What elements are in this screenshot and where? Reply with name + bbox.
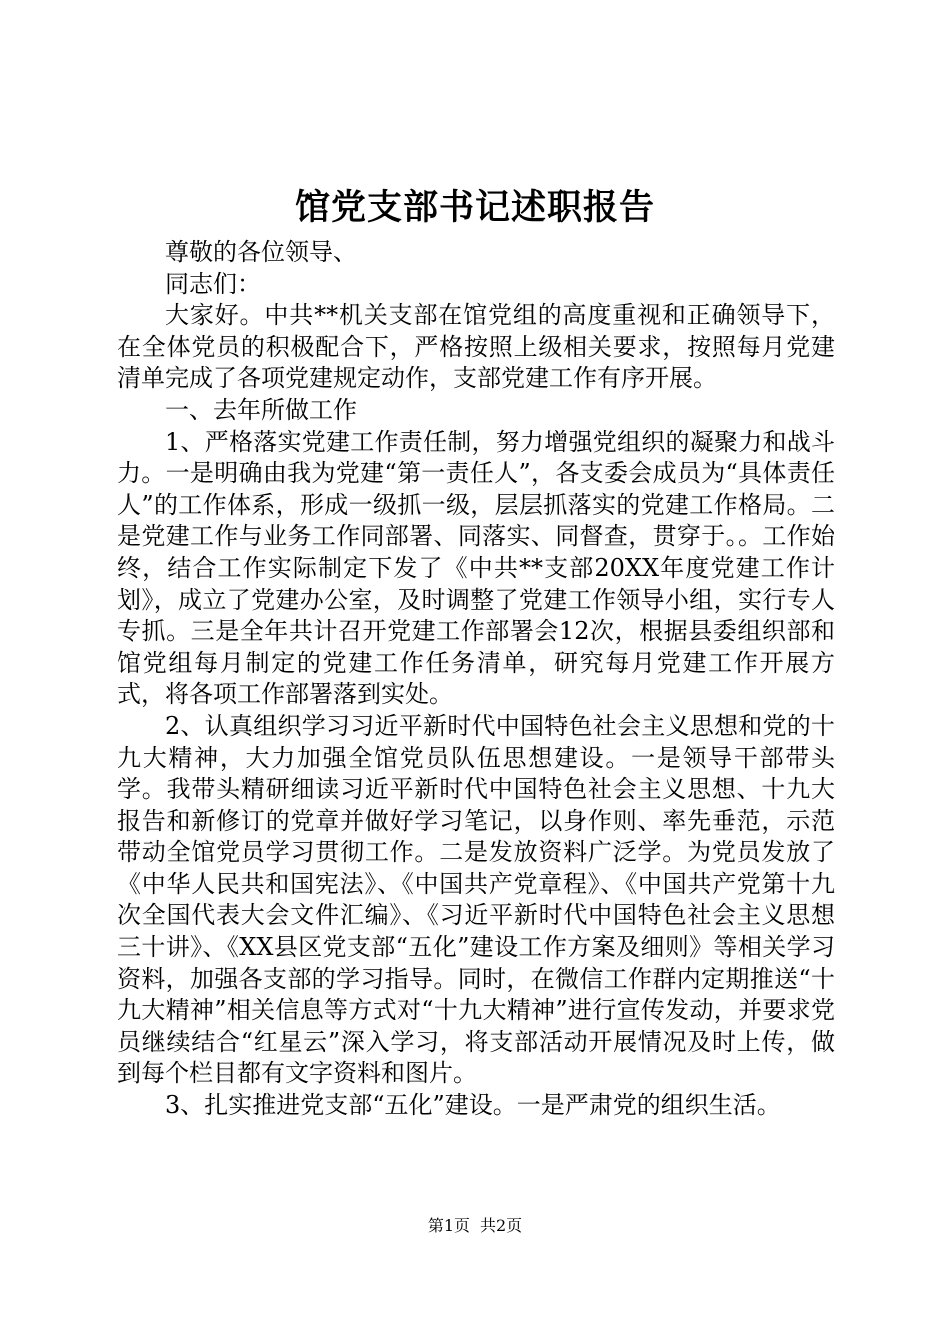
body-paragraph: 3、扎实推进党支部“五化”建设。一是严肃党的组织生活。: [165, 1091, 781, 1120]
document-title: 馆党支部书记述职报告: [294, 187, 655, 228]
body-paragraph: 1、严格落实党建工作责任制，努力增强党组织的凝聚力和战斗力。一是明确由我为党建“第一责任人”，各支委会成员为“具体责任人”的工作体系，形成一级抓一级，层层抓落实的党建工作格局。二是党建工作与业务工作同部署、同落实、同督查，贯穿于。。工作始终，结合工作实际制定下发了《中共**支部20XX年度党建工作计划》，成立了党建办公室，及时调整了党建工作领导小组，实行专人专抓。三是全年共计召开党建工作部署会12次，根据县委组织部和馆党组每月制定的党建工作任务清单，研究每月党建工作开展方式，将各项工作部署落到实处。: [117, 427, 835, 709]
page-number-total: 共2页: [480, 1216, 523, 1235]
document-body: [117, 237, 835, 1122]
salutation-line-2: 同志们：: [165, 269, 261, 298]
intro-paragraph: 大家好。中共**机关支部在馆党组的高度重视和正确领导下，在全体党员的积极配合下，严格按照上级相关要求，按照每月党建清单完成了各项党建规定动作，支部党建工作有序开展。: [117, 301, 835, 393]
section-heading: 一、去年所做工作: [165, 395, 357, 424]
page-footer: [0, 1216, 950, 1236]
page-number-current: 第1页: [427, 1216, 470, 1235]
body-paragraph: 2、认真组织学习习近平新时代中国特色社会主义思想和党的十九大精神，大力加强全馆党员队伍思想建设。一是领导干部带头学。我带头精研细读习近平新时代中国特色社会主义思想、十九大报告和新修订的党章并做好学习笔记，以身作则、率先垂范，示范带动全馆党员学习贯彻工作。二是发放资料广泛学。为党员发放了《中华人民共和国宪法》、《中国共产党章程》、《中国共产党第十九次全国代表大会文件汇编》、《习近平新时代中国特色社会主义思想三十讲》、《XX县区党支部“五化”建设工作方案及细则》等相关学习资料，加强各支部的学习指导。同时，在微信工作群内定期推送“十九大精神”相关信息等方式对“十九大精神”进行宣传发动，并要求党员继续结合“红星云”深入学习，将支部活动开展情况及时上传，做到每个栏目都有文字资料和图片。: [117, 711, 835, 1088]
salutation-line-1: 尊敬的各位领导、: [165, 238, 357, 266]
